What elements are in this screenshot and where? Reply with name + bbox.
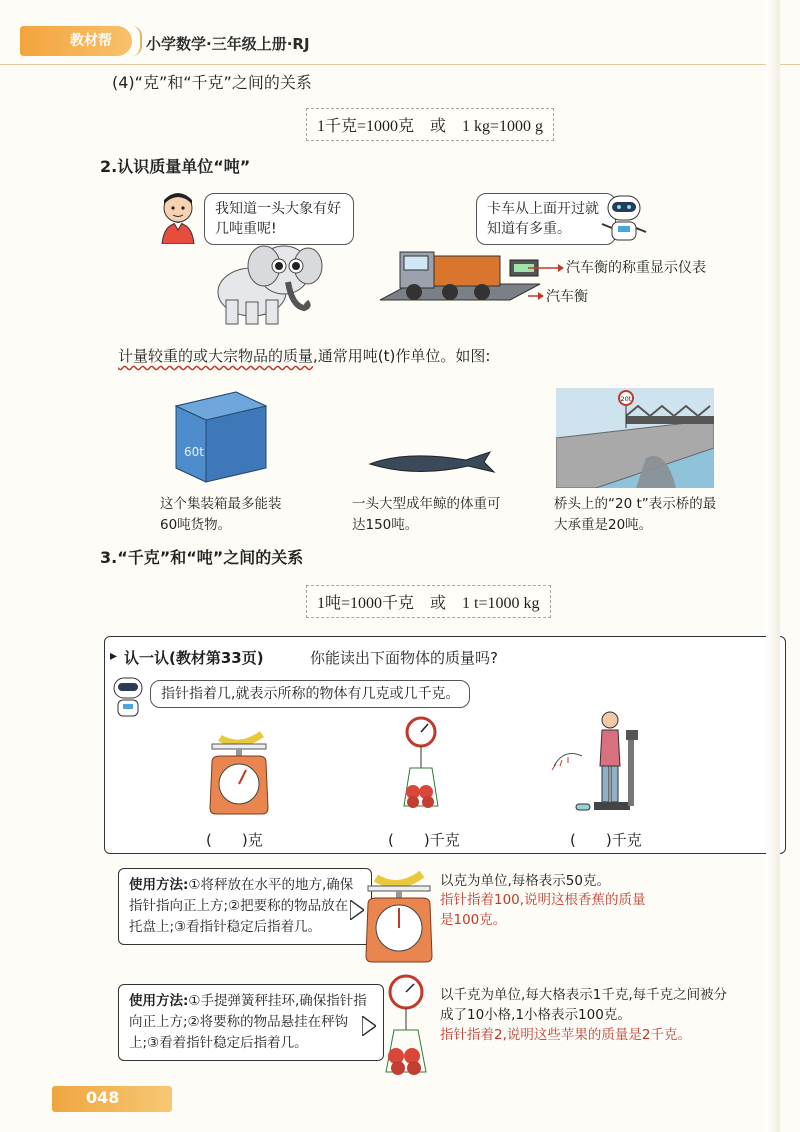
page-edge	[766, 0, 780, 1132]
section2-title: 2.认识质量单位“吨”	[100, 157, 251, 176]
container-caption: 这个集装箱最多能装60吨货物。	[160, 496, 282, 533]
bridge-caption: 桥头上的“20 t”表示桥的最大承重是20吨。	[554, 496, 717, 533]
whale-illustration	[366, 448, 498, 478]
section3-title: 3.“千克”和“吨”之间的关系	[100, 548, 304, 567]
method2-pointer	[362, 1016, 376, 1036]
bridge-sign: 20t	[620, 395, 632, 403]
header-title: 小学数学·三年级上册·RJ	[146, 35, 310, 53]
whale-caption: 一头大型成年鲸的体重可达150吨。	[352, 496, 501, 533]
kitchen-scale-banana	[206, 722, 272, 816]
answer-blank-1[interactable]: ( )克	[206, 831, 263, 849]
container-mark: 60t	[184, 445, 204, 459]
t-kg-formula: 1吨=1000千克 或 1 t=1000 kg	[306, 585, 551, 618]
method2-box	[118, 984, 384, 1061]
robot-speech-bubble: 卡车从上面开过就知道有多重。	[476, 193, 616, 245]
activity-hint-bubble: 指针指着几,就表示所称的物体有几克或几千克。	[150, 680, 470, 708]
answer-blank-3[interactable]: ( )千克	[570, 831, 642, 849]
truck-scale-label: 汽车衡	[546, 289, 588, 305]
activity-arrow-icon: ▸	[110, 648, 118, 664]
container-illustration	[166, 386, 270, 486]
lead-paragraph	[118, 345, 490, 366]
method2-reading-note: 指针指着2,说明这些苹果的质量是2千克。	[440, 1027, 691, 1043]
spring-scale-detail	[380, 972, 436, 1082]
elephant-illustration	[204, 236, 326, 328]
method1-label: 使用方法:	[129, 877, 189, 893]
scale-display-label: 汽车衡的称重显示仪表	[566, 260, 706, 276]
lead-emphasis: 计量较重的或大宗物品的质量	[118, 347, 314, 365]
bridge-illustration	[556, 388, 714, 488]
kitchen-scale-detail	[362, 864, 436, 964]
activity-question: 你能读出下面物体的质量吗?	[310, 649, 498, 667]
method1-box	[118, 868, 372, 945]
method2-unit-note: 以千克为单位,每大格表示1千克,每千克之间被分成了10小格,1小格表示100克。	[440, 987, 728, 1023]
method1-text: ①将秤放在水平的地方,确保指针指向正上方;②把要称的物品放在托盘上;③看指针稳定后指着几。	[129, 877, 354, 935]
answer-blank-2[interactable]: ( )千克	[388, 831, 460, 849]
page-number: 048	[86, 1088, 120, 1107]
method2-text: ①手提弹簧秤挂环,确保指针指向正上方;②将要称的物品悬挂在秤钩上;③看着指针稳定后指着几。	[129, 993, 367, 1051]
part4-title: (4)“克”和“千克”之间的关系	[112, 73, 312, 92]
method1-reading-note: 指针指着100,说明这根香蕉的质量是100克。	[440, 892, 646, 928]
lead-rest: ,通常用吨(t)作单位。如图:	[313, 347, 491, 365]
person-on-scale	[548, 708, 648, 818]
robot-helper-icon	[108, 676, 148, 720]
method1-unit-note: 以克为单位,每格表示50克。	[440, 873, 610, 889]
kg-g-formula: 1千克=1000克 或 1 kg=1000 g	[306, 108, 554, 141]
spring-scale-apples	[398, 714, 444, 814]
header-tab-label: 教材帮	[70, 33, 112, 49]
method2-label: 使用方法:	[129, 993, 189, 1009]
activity-title: 认一认(教材第33页)	[124, 649, 264, 667]
truck-scale-illustration	[370, 240, 550, 320]
robot-icon	[600, 192, 648, 244]
boy-speech-bubble: 我知道一头大象有好几吨重呢!	[204, 193, 354, 245]
boy-avatar-icon	[156, 190, 200, 244]
